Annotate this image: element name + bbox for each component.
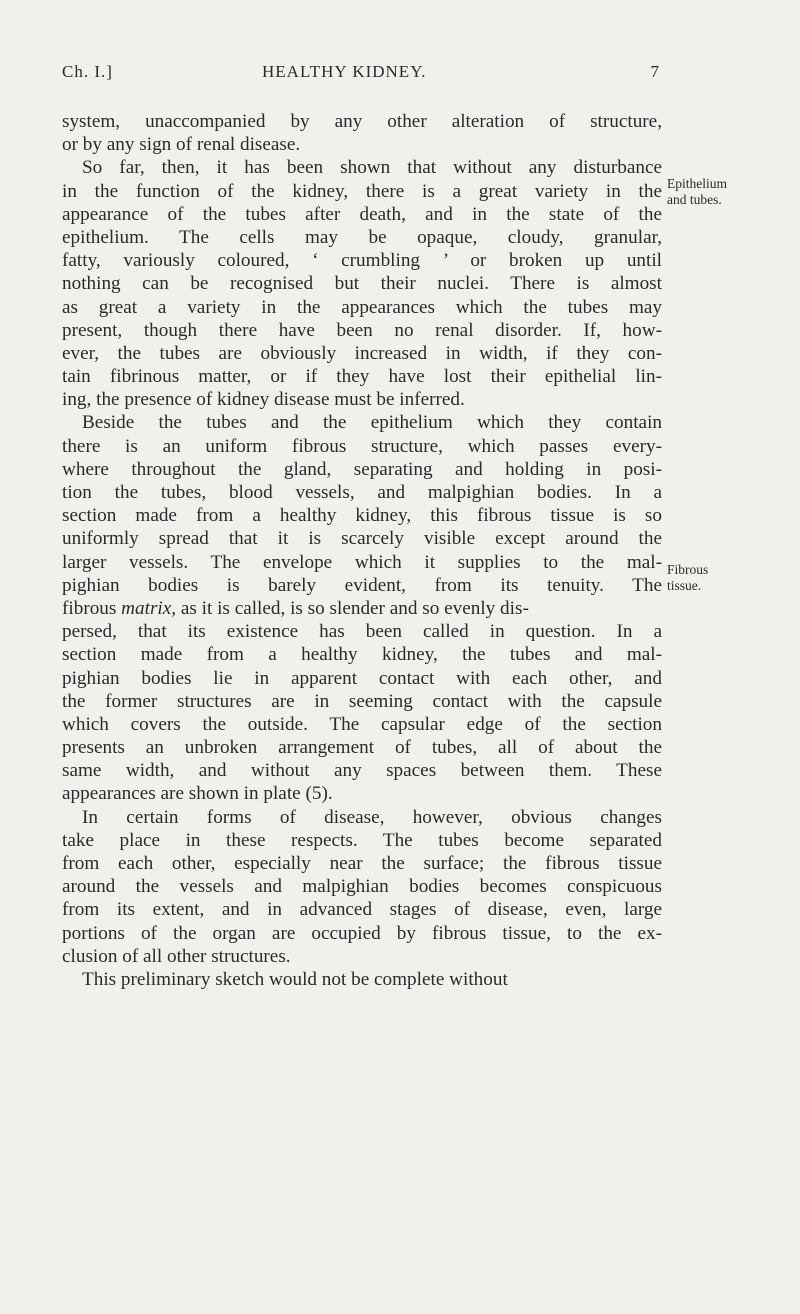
margin-note-epithelium [667, 176, 797, 208]
text-line: section made from a healthy kidney, the tubes and mal- [62, 644, 662, 666]
text-line: tion the tubes, blood vessels, and malpighian bodies. In a [62, 482, 662, 503]
text-line: system, unaccompanied by any other alteration of structure, [62, 111, 662, 132]
text-line: appearance of the tubes after death, and in the state of the [62, 203, 662, 225]
text-line: which covers the outside. The capsular edge of the section [62, 713, 662, 735]
text-line: ever, the tubes are obviously increased in width, if they con- [62, 342, 662, 364]
text-line: uniformly spread that it is scarcely visible except around the [62, 528, 662, 550]
body-text [62, 110, 662, 991]
text-line: appearances are shown in plate (5). [62, 783, 333, 805]
text-line: around the vessels and malpighian bodies becomes conspicuous [62, 876, 662, 898]
text-line: from its extent, and in advanced stages of disease, even, large [62, 899, 662, 921]
text-line: where throughout the gland, separating and holding in posi- [62, 458, 662, 480]
margin-note-line: Epithelium [667, 176, 727, 191]
text-line: pighian bodies lie in apparent contact with each other, and [62, 667, 662, 689]
margin-note-fibrous [667, 562, 797, 594]
text-line: or by any sign of renal disease. [62, 134, 301, 156]
text-line: So far, then, it has been shown that without any disturbance [82, 157, 662, 179]
margin-note-line: Fibrous [667, 562, 709, 577]
text-segment: fibrous [62, 597, 117, 619]
text-line: the former structures are in seeming contact with the capsule [62, 690, 662, 712]
text-line: same width, and without any spaces between them. These [62, 760, 662, 782]
text-line: take place in these respects. The tubes become separated [62, 829, 662, 851]
text-line: from each other, especially near the surface; the fibrous tissue [62, 853, 662, 874]
text-line: there is an uniform fibrous structure, which passes every- [62, 435, 662, 457]
page-number: 7 [650, 62, 660, 81]
text-line: fatty, variously coloured, ‘ crumbling ’ or broken up until [62, 250, 662, 272]
text-line: clusion of all other structures. [62, 945, 291, 967]
italic-term: matrix, [121, 597, 177, 619]
running-header [62, 62, 660, 88]
chapter-label: Ch. I.] [62, 62, 113, 81]
text-line: presents an unbroken arrangement of tubes, all of about the [62, 737, 662, 759]
text-segment: as it is called, is so slender and so evenly dis- [180, 597, 529, 619]
text-line: Beside the tubes and the epithelium which they contain [82, 412, 662, 434]
margin-note-line: and tubes. [667, 192, 722, 207]
text-line-mixed [62, 597, 662, 620]
running-title: HEALTHY KIDNEY. [262, 62, 427, 81]
text-line: tain fibrinous matter, or if they have lost their epithelial lin- [62, 366, 662, 388]
text-line: section made from a healthy kidney, this fibrous tissue is so [62, 505, 662, 527]
text-line: pighian bodies is barely evident, from its tenuity. The [62, 574, 662, 596]
text-line: In certain forms of disease, however, obvious changes [82, 806, 662, 828]
text-line: epithelium. The cells may be opaque, cloudy, granular, [62, 226, 662, 248]
text-line: portions of the organ are occupied by fibrous tissue, to the ex- [62, 922, 662, 944]
text-line: ing, the presence of kidney disease must be inferred. [62, 389, 465, 411]
text-line: nothing can be recognised but their nuclei. There is almost [62, 273, 662, 295]
text-line: persed, that its existence has been called in question. In a [62, 621, 662, 643]
text-line: present, though there have been no renal disorder. If, how- [62, 319, 662, 341]
text-line: as great a variety in the appearances which the tubes may [62, 296, 662, 318]
text-line: This preliminary sketch would not be complete without [82, 968, 508, 990]
text-line: larger vessels. The envelope which it supplies to the mal- [62, 551, 662, 573]
text-line: in the function of the kidney, there is a great variety in the [62, 180, 662, 202]
margin-note-line: tissue. [667, 578, 702, 593]
